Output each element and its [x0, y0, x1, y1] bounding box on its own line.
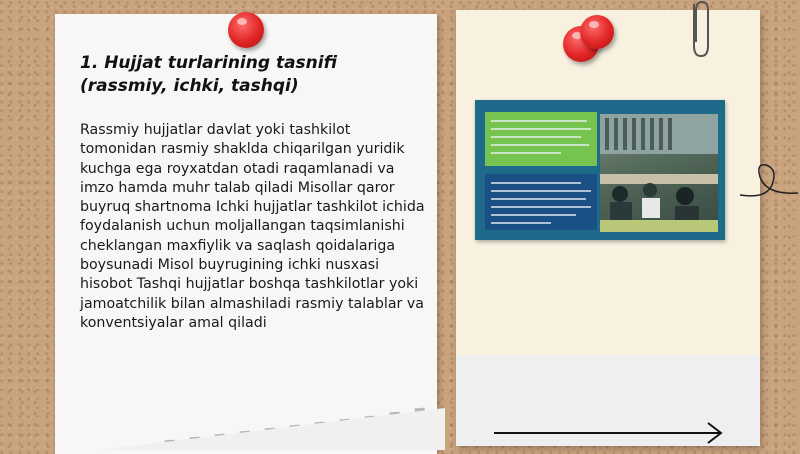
- left-note-card: [55, 14, 437, 454]
- library-scene-graphic: [600, 114, 718, 232]
- arrow-right-icon: [492, 420, 728, 446]
- torn-edge-decoration: [100, 400, 445, 450]
- photo-green-text-block: [485, 112, 597, 166]
- card-title: 1. Hujjat turlarining tasnifi (rassmiy, ichki, tashqi): [80, 53, 337, 96]
- library-photo: [475, 100, 725, 240]
- swirl-doodle-icon: [738, 155, 800, 207]
- pushpin-icon: [228, 12, 264, 48]
- pushpin-icon: [580, 15, 614, 49]
- card-body-text: Rassmiy hujjatlar davlat yoki tashkilot tomonidan rasmiy shaklda chiqarilgan yuridik kuchga ega royxatdan otadi raqamlanadi va imzo hamda muhr talab qiladi Misollar qaror buyruq shartnoma Ichki hujjatlar tashkilot ichida foydalanish uchun moljallangan taqsimlanishi cheklangan maxfiylik va saqlash qoidalariga boysunadi Misol buyrugining ichki nusxasi hisobot Tashqi hujjatlar boshqa tashkilotlar yoki jamoatchilik bilan almashiladi rasmiy talablar va konventsiyalar amal qiladi: [80, 122, 425, 331]
- photo-library-scene: [600, 114, 718, 232]
- photo-blue-text-block: [485, 174, 597, 230]
- paperclip-icon: [685, 0, 715, 62]
